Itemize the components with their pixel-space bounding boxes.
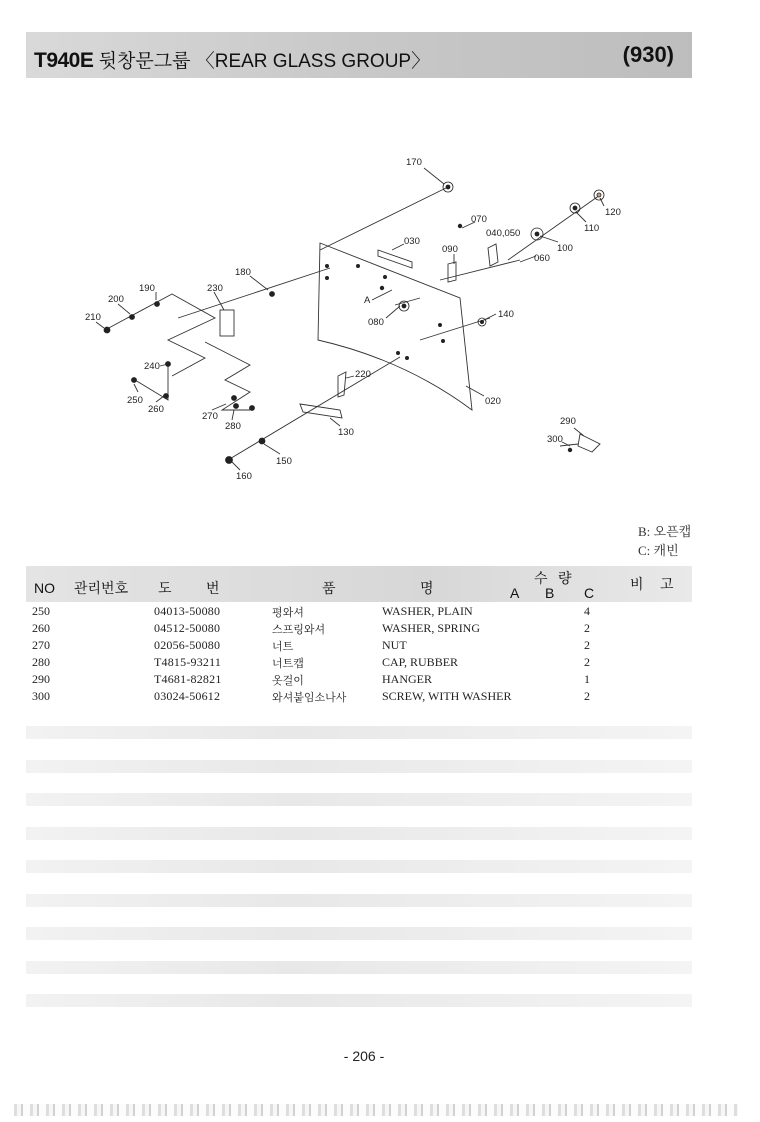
table-stripe: [26, 894, 692, 907]
diagram-label: 180: [235, 267, 251, 278]
cell-no: 270: [32, 638, 50, 652]
linkage-line: [205, 342, 250, 410]
cell-part-number: T4815-93211: [154, 655, 222, 669]
diagram-label: 060: [534, 253, 550, 264]
cell-name-korean: 너트: [272, 640, 294, 653]
table-row: [0, 689, 760, 706]
leader-line: [320, 187, 448, 250]
table-stripe: [26, 927, 692, 940]
diagram-label: 090: [442, 244, 458, 255]
cell-qty-c: 2: [584, 655, 590, 669]
cell-no: 260: [32, 621, 50, 635]
diagram-label: 170: [406, 157, 422, 168]
col-header-do: 도: [158, 580, 172, 596]
cell-name-korean: 스프링와셔: [272, 623, 326, 636]
cell-name-english: HANGER: [382, 672, 432, 686]
exploded-parts-diagram: [0, 0, 760, 500]
bracket-090: [448, 262, 456, 282]
col-header-su: 수: [534, 570, 548, 586]
rubber-030: [378, 250, 412, 268]
diagram-label: 140: [498, 309, 514, 320]
diagram-label: 230: [207, 283, 223, 294]
diagram-label: 290: [560, 416, 576, 427]
col-header-a: A: [510, 585, 520, 601]
diagram-label: 250: [127, 395, 143, 406]
table-stripe: [26, 827, 692, 840]
scan-footer-strip: [14, 1104, 738, 1116]
col-header-mgmt: 관리번호: [74, 580, 129, 596]
table-row: [0, 655, 760, 672]
diagram-label: 190: [139, 283, 155, 294]
title-english: 〈REAR GLASS GROUP〉: [195, 51, 431, 72]
legend-c: C: 캐빈: [638, 543, 679, 558]
diagram-label: 270: [202, 411, 218, 422]
diagram-label: 150: [276, 456, 292, 467]
diagram-label: 280: [225, 421, 241, 432]
legend-b: B: 오픈캡: [638, 524, 692, 539]
title-korean: 뒷창문그룹: [98, 51, 191, 72]
col-header-beon: 번: [206, 580, 220, 596]
col-header-bi: 비: [630, 576, 644, 592]
diagram-label: A: [364, 295, 371, 306]
cell-part-number: 03024-50612: [154, 689, 221, 703]
diagram-label: 030: [404, 236, 420, 247]
table-row: [0, 604, 760, 621]
cell-part-number: T4681-82821: [154, 672, 222, 686]
col-header-no: NO: [34, 580, 55, 596]
col-header-myeong: 명: [420, 580, 434, 596]
diagram-label: 130: [338, 427, 354, 438]
leader-line: [395, 298, 420, 305]
table-stripe: [26, 961, 692, 974]
bracket-040: [488, 244, 498, 266]
cell-qty-c: 1: [584, 672, 590, 686]
cell-part-number: 02056-50080: [154, 638, 221, 652]
diagram-label: 040,050: [486, 228, 521, 239]
cell-qty-c: 2: [584, 621, 590, 635]
col-header-c: C: [584, 585, 595, 601]
cell-name-korean: 너트캡: [272, 657, 304, 670]
diagram-label: 120: [605, 207, 621, 218]
diagram-label: 020: [485, 396, 501, 407]
cell-name-english: CAP, RUBBER: [382, 655, 459, 669]
table-stripe: [26, 726, 692, 739]
diagram-label: 160: [236, 471, 252, 482]
diagram-label: 110: [584, 223, 600, 234]
cell-part-number: 04013-50080: [154, 604, 221, 618]
table-stripe: [26, 760, 692, 773]
col-header-pum: 품: [322, 580, 336, 596]
table-row: [0, 621, 760, 638]
col-header-go: 고: [660, 576, 674, 592]
rear-glass-panel: [318, 243, 472, 410]
diagram-label: 220: [355, 369, 371, 380]
diagram-label: 070: [471, 214, 487, 225]
cell-part-number: 04512-50080: [154, 621, 221, 635]
cell-name-english: SCREW, WITH WASHER: [382, 689, 512, 703]
cell-no: 280: [32, 655, 50, 669]
linkage-line: [105, 294, 215, 376]
cell-name-korean: 와셔붙임소나사: [272, 691, 347, 704]
model-code: T940E: [34, 49, 94, 72]
diagram-label: 210: [85, 312, 101, 323]
diagram-label: 100: [557, 243, 573, 254]
cell-name-korean: 평와셔: [272, 606, 304, 619]
diagram-label: 200: [108, 294, 124, 305]
table-stripe: [26, 793, 692, 806]
bracket-230: [220, 310, 234, 336]
diagram-label: 080: [368, 317, 384, 328]
diagram-label: 260: [148, 404, 164, 415]
cell-no: 290: [32, 672, 50, 686]
table-row: [0, 638, 760, 655]
group-code: (930): [622, 42, 674, 67]
cell-name-english: WASHER, SPRING: [382, 621, 481, 635]
col-header-ryang: 량: [558, 570, 572, 586]
hanger-290: [578, 434, 600, 452]
bracket-130: [300, 404, 342, 418]
cell-no: 300: [32, 689, 50, 703]
table-stripe: [26, 860, 692, 873]
cell-qty-c: 4: [584, 604, 590, 618]
page-number: - 206 -: [343, 1048, 385, 1064]
cell-no: 250: [32, 604, 50, 618]
cell-name-korean: 옷걸이: [272, 674, 304, 687]
table-stripe: [26, 994, 692, 1007]
table-row: [0, 672, 760, 689]
col-header-b: B: [545, 585, 555, 601]
cell-name-english: WASHER, PLAIN: [382, 604, 473, 618]
leader-line: [420, 318, 490, 340]
diagram-label: 240: [144, 361, 160, 372]
cell-name-english: NUT: [382, 638, 407, 652]
cell-qty-c: 2: [584, 638, 590, 652]
cell-qty-c: 2: [584, 689, 590, 703]
diagram-label: 300: [547, 434, 563, 445]
